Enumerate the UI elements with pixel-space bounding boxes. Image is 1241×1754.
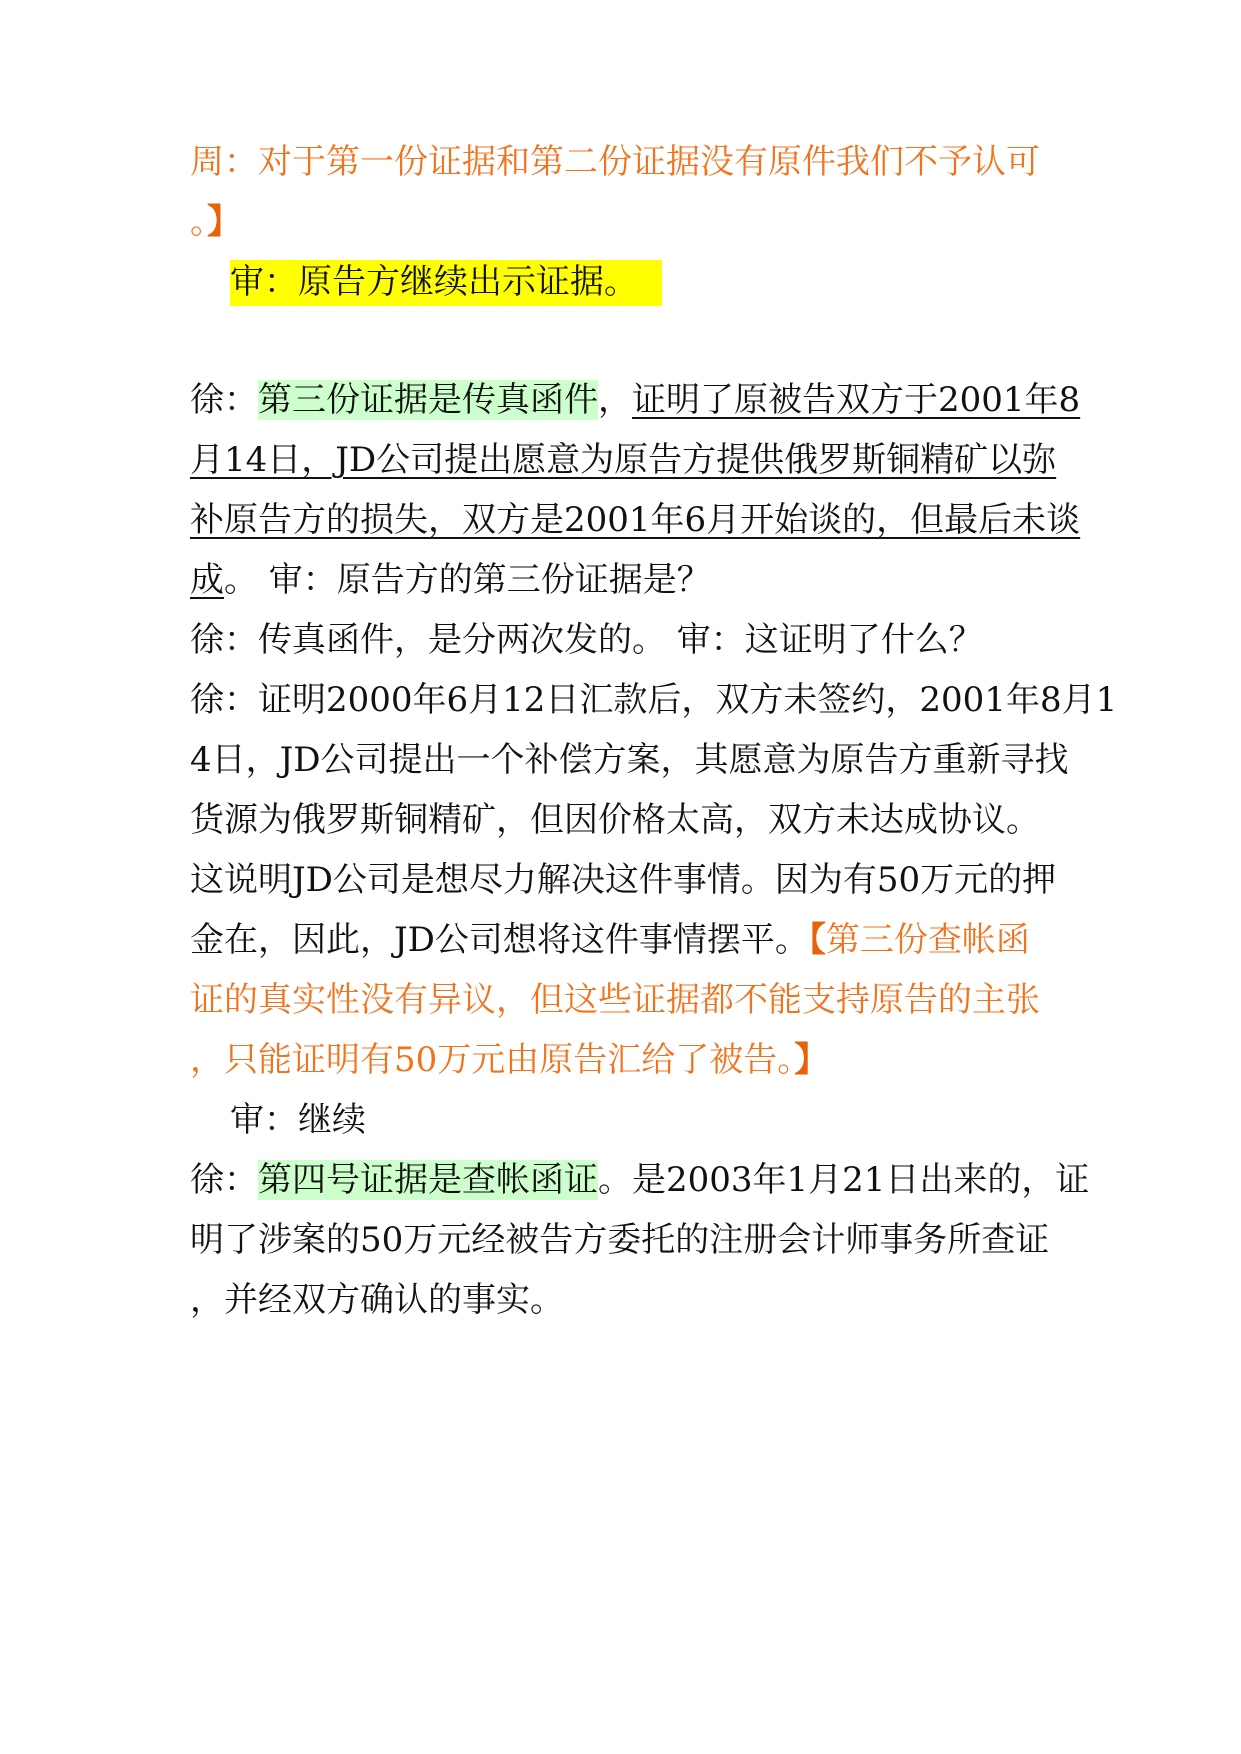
text-line-18 (190, 1218, 1060, 1262)
line-8-text: 徐：传真函件，是分两次发的。 审：这证明了什么？ (190, 620, 983, 660)
closing-bracket: 】 (794, 1040, 829, 1080)
green-highlight-text: 第三份证据是传真函件 (258, 380, 598, 420)
text-line-10 (190, 738, 1069, 782)
text-line-13 (190, 918, 1060, 962)
line-13-text: 金在，因此，JD公司想将这件事情摆平。 (190, 920, 809, 960)
line-4-comma: ， (598, 380, 632, 420)
text-line-6 (190, 498, 1081, 542)
text-line-16 (230, 1098, 1100, 1142)
line-12-text: 这说明JD公司是想尽力解决这件事情。因为有50万元的押 (190, 860, 1057, 900)
closing-bracket: 】 (207, 202, 241, 242)
text-line-17 (190, 1158, 1090, 1202)
green-highlight-text: 第四号证据是查帐函证 (258, 1160, 598, 1200)
opening-bracket: 【 (808, 920, 826, 960)
text-line-11 (190, 798, 1060, 842)
text-line-15 (190, 1038, 1060, 1082)
underlined-text: 证明了原被告双方于2001年8 (632, 380, 1081, 420)
text-line-14 (190, 978, 1060, 1022)
line-11-text: 货源为俄罗斯铜精矿，但因价格太高，双方未达成协议。 (190, 800, 1040, 840)
text-line-4 (190, 378, 1081, 422)
speaker-label: 徐： (190, 380, 258, 420)
orange-comment-text: ，只能证明有50万元由原告汇给了被告。 (190, 1040, 795, 1080)
underlined-text: 成 (190, 560, 224, 600)
text-line-9 (190, 678, 1118, 722)
text-line-5 (190, 438, 1060, 482)
text-line-1 (190, 140, 1060, 184)
underlined-text: 补原告方的损失，双方是2001年6月开始谈的，但最后未谈 (190, 500, 1081, 540)
text-line-2 (190, 200, 1060, 244)
underlined-text: 月14日，JD公司提出愿意为原告方提供俄罗斯铜精矿以弥 (190, 440, 1057, 480)
line-16-text: 审：继续 (230, 1100, 366, 1140)
text-line-7 (190, 558, 1060, 602)
speaker-label: 徐： (190, 1160, 258, 1200)
yellow-highlight-text: 审：原告方继续出示证据。 (230, 260, 662, 306)
line-1-text: 周：对于第一份证据和第二份证据没有原件我们不予认可 (190, 142, 1040, 182)
line-19-text: ，并经双方确认的事实。 (190, 1280, 564, 1320)
line-7-text: 。 审：原告方的第三份证据是？ (224, 560, 711, 600)
line-17-text: 。是2003年1月21日出来的，证 (598, 1160, 1090, 1200)
text-line-12 (190, 858, 1060, 902)
line-18-text: 明了涉案的50万元经被告方委托的注册会计师事务所查证 (190, 1220, 1050, 1260)
orange-comment-text: 第三份查帐函 (825, 920, 1030, 960)
text-line-3 (230, 260, 1100, 304)
line-2-text: 。 (190, 202, 207, 242)
text-line-8 (190, 618, 1060, 662)
orange-comment-text: 证的真实性没有异议，但这些证据都不能支持原告的主张 (190, 980, 1040, 1020)
line-9-text: 徐：证明2000年6月12日汇款后，双方未签约，2001年8月1 (190, 680, 1118, 720)
text-line-19 (190, 1278, 1060, 1322)
line-10-text: 4日，JD公司提出一个补偿方案，其愿意为原告方重新寻找 (190, 740, 1069, 780)
